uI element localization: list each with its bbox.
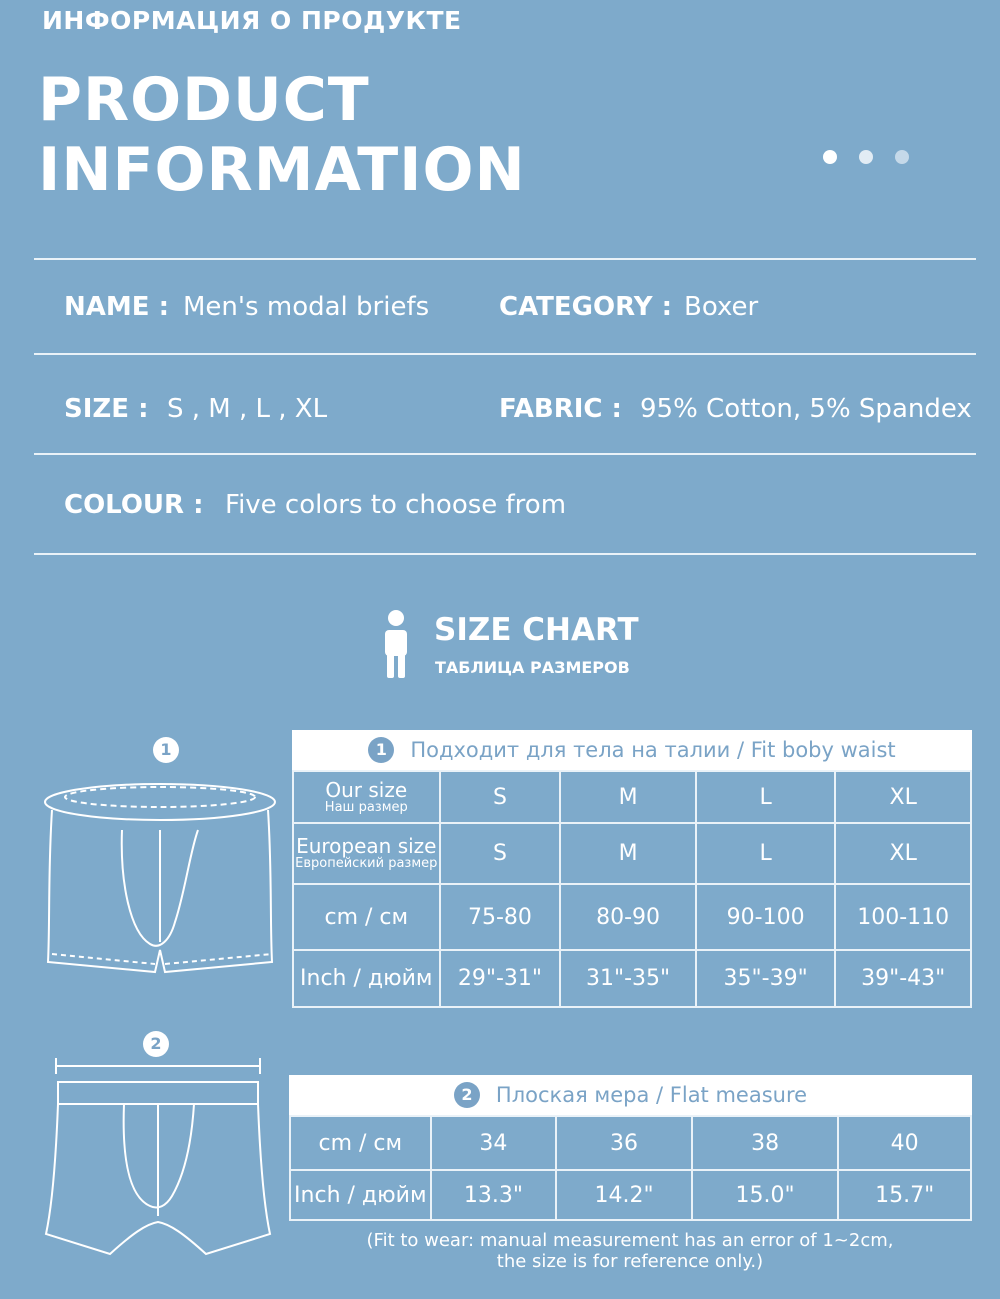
- divider: [34, 258, 976, 260]
- table-cell: S: [440, 823, 561, 884]
- table-cell: 15.7": [838, 1170, 971, 1220]
- table1-badge: 1: [368, 737, 394, 763]
- table-cell: 75-80: [440, 884, 561, 950]
- table-cell: L: [696, 823, 836, 884]
- table-row: [293, 950, 971, 1007]
- table-cell: 35"-39": [696, 950, 836, 1007]
- table-cell: 36: [556, 1116, 692, 1170]
- table-cell: M: [560, 823, 696, 884]
- row-header-our-size: [293, 771, 440, 823]
- table-row: [290, 1170, 971, 1220]
- row-header-inch: Inch / дюйм: [293, 950, 440, 1007]
- note-line-1: (Fit to wear: manual measurement has an error of 1~2cm,: [366, 1230, 894, 1251]
- table-cell: 29"-31": [440, 950, 561, 1007]
- colour-label: COLOUR :: [64, 490, 204, 520]
- table-cell: M: [560, 771, 696, 823]
- flat-measure-diagram: [42, 1056, 274, 1260]
- table-cell: XL: [835, 771, 971, 823]
- table1-header: [292, 730, 972, 770]
- name-value: Men's modal briefs: [183, 292, 430, 322]
- divider: [34, 553, 976, 555]
- table-cell: 38: [692, 1116, 839, 1170]
- fabric-label: FABRIC :: [499, 394, 622, 424]
- category-label: CATEGORY :: [499, 292, 672, 322]
- page-kicker: ИНФОРМАЦИЯ О ПРОДУКТЕ: [42, 6, 462, 35]
- table-row: [293, 771, 971, 823]
- size-chart-title: SIZE CHART: [434, 612, 639, 648]
- our-size-label: Our size: [325, 777, 408, 802]
- waist-measure-diagram: [40, 772, 280, 982]
- diagram-badge-1: 1: [153, 737, 179, 763]
- pager-dot-3[interactable]: [895, 150, 909, 164]
- table-cell: 80-90: [560, 884, 696, 950]
- category-value: Boxer: [684, 292, 759, 322]
- table-cell: 14.2": [556, 1170, 692, 1220]
- table-cell: 40: [838, 1116, 971, 1170]
- divider: [34, 353, 976, 355]
- pager-dot-2[interactable]: [859, 150, 873, 164]
- size-value: S , M , L , XL: [167, 394, 328, 424]
- row-header-cm: cm / см: [290, 1116, 431, 1170]
- name-label: NAME :: [64, 292, 169, 322]
- size-chart-subtitle: ТАБЛИЦА РАЗМЕРОВ: [435, 658, 630, 677]
- our-size-sub: Наш размер: [324, 799, 408, 815]
- divider: [34, 453, 976, 455]
- flat-measure-table: [289, 1115, 972, 1221]
- row-header-eu-size: [293, 823, 440, 884]
- table-row: [293, 884, 971, 950]
- row-header-inch: Inch / дюйм: [290, 1170, 431, 1220]
- note-line-2: the size is for reference only.): [496, 1251, 764, 1272]
- table-cell: 15.0": [692, 1170, 839, 1220]
- eu-size-sub: Европейский размер: [295, 856, 438, 872]
- table-cell: 39"-43": [835, 950, 971, 1007]
- table-cell: S: [440, 771, 561, 823]
- table2-header-text: Плоская мера / Flat measure: [495, 1083, 808, 1107]
- fabric-value: 95% Cotton, 5% Spandex: [640, 394, 972, 424]
- size-label: SIZE :: [64, 394, 149, 424]
- table-cell: 13.3": [431, 1170, 557, 1220]
- measurement-note: [290, 1230, 970, 1272]
- table-cell: XL: [835, 823, 971, 884]
- table-cell: L: [696, 771, 836, 823]
- waist-size-table: [292, 770, 972, 1008]
- table-cell: 34: [431, 1116, 557, 1170]
- eu-size-label: European size: [296, 834, 437, 859]
- colour-value: Five colors to choose from: [225, 490, 567, 520]
- diagram-badge-2: 2: [143, 1031, 169, 1057]
- table1-header-text: Подходит для тела на талии / Fit boby waist: [410, 738, 896, 762]
- person-icon: [382, 608, 410, 680]
- table2-badge: 2: [454, 1082, 480, 1108]
- table-row: [293, 823, 971, 884]
- table-cell: 31"-35": [560, 950, 696, 1007]
- page-title-line2: INFORMATION: [38, 135, 526, 205]
- row-header-cm: cm / см: [293, 884, 440, 950]
- page-title-line1: PRODUCT: [38, 65, 370, 135]
- pager-dot-1[interactable]: [823, 150, 837, 164]
- table-row: [290, 1116, 971, 1170]
- table2-header: [289, 1075, 972, 1115]
- table-cell: 90-100: [696, 884, 836, 950]
- table-cell: 100-110: [835, 884, 971, 950]
